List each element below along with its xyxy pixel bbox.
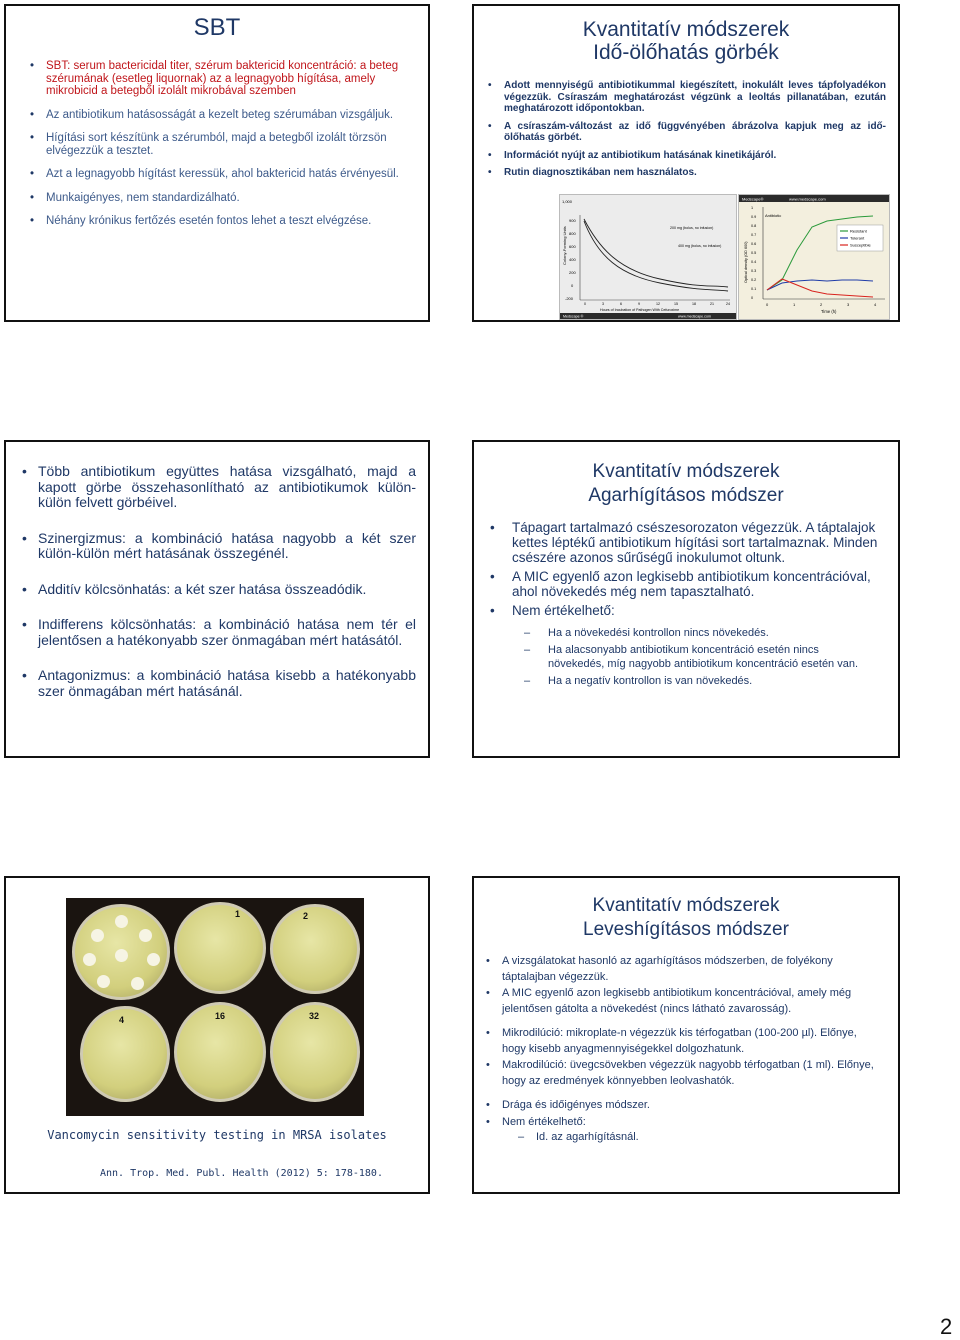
antibiotic-disk bbox=[147, 953, 160, 966]
legend-label: Tolerant bbox=[850, 235, 865, 241]
list-item: • A MIC egyenlő azon legkisebb antibiotikum koncentrációval, ahol növekedés még nem tapasztalható. bbox=[490, 569, 871, 599]
slide-title bbox=[474, 894, 898, 942]
list-item: • A MIC egyenlő azon legkisebb antibiotikum koncentrációval, amely még jelentősen gátolta a növekedést (nincs látható zavarosság). bbox=[486, 987, 852, 1015]
list-item: • A csíraszám-változást az idő függvényében ábrázolva kapjuk meg az idő-ölőhatás görbét. bbox=[488, 120, 886, 143]
slide-broth-dilution bbox=[472, 876, 900, 1194]
bullet-list bbox=[486, 954, 878, 1147]
bullet-list bbox=[22, 464, 416, 719]
plate-label: 16 bbox=[215, 1011, 226, 1021]
y-tick: 0.9 bbox=[751, 215, 757, 219]
list-item: • Néhány krónikus fertőzés esetén fontos lehet a teszt elvégzése. bbox=[30, 215, 372, 227]
list-item: • Több antibiotikum együttes hatása vizsgálható, majd a kapott görbe összehasonlítható az antibiotikumok külön-külön felvett görbéivel. bbox=[22, 463, 416, 510]
y-tick: 600 bbox=[569, 244, 576, 249]
slide-title bbox=[474, 18, 898, 64]
page-number: 2 bbox=[940, 1314, 953, 1339]
footer-right: www.medscape.com bbox=[678, 314, 711, 319]
slide-agar-dilution bbox=[472, 440, 900, 758]
list-item-text: A vizsgálatokat hasonló az agarhígításos módszerben, de folyékony táptalajban végezzük. bbox=[502, 955, 833, 983]
x-tick: 9 bbox=[638, 302, 640, 306]
list-item-text: Néhány krónikus fertőzés esetén fontos lehet a teszt elvégzése. bbox=[46, 215, 372, 227]
list-item-text: Drága és időigényes módszer. bbox=[502, 1099, 650, 1111]
x-tick: 12 bbox=[656, 302, 660, 306]
x-tick: 3 bbox=[602, 302, 604, 306]
list-item-text: Több antibiotikum együttes hatása vizsgálható, majd a kapott görbe összehasonlítható az antibiotikumok külön-külön felvett görbéivel. bbox=[38, 463, 416, 510]
y-tick: 800 bbox=[569, 231, 576, 236]
petri-dish bbox=[270, 1002, 360, 1102]
y-tick: 0.8 bbox=[751, 224, 757, 228]
list-item: • Drága és időigényes módszer. bbox=[486, 1099, 650, 1111]
time-kill-chart-od bbox=[738, 194, 890, 320]
chart-svg bbox=[739, 195, 889, 319]
list-item: • Mikrodilúció: mikroplate-n végezzük kis térfogatban (100-200 µl). Előnye, hogy kisebb anyagmennyiségekkel dolgozhatunk. bbox=[486, 1027, 857, 1055]
list-item-text: Additív kölcsönhatás: a két szer hatása összeadódik. bbox=[38, 580, 367, 597]
bullet-list bbox=[488, 80, 886, 185]
list-item-text: A csíraszám-változást az idő függvényében ábrázolva kapjuk meg az idő-ölőhatás görbét. bbox=[504, 120, 886, 143]
sub-list-item: – Ha alacsonyabb antibiotikum koncentráció esetén nincs növekedés, míg nagyobb antibiotikum koncentráció esetén van. bbox=[524, 643, 859, 670]
x-ticks bbox=[766, 302, 877, 307]
x-axis-label: Hours of Incubation of Pathogen With Cefuroxime bbox=[600, 308, 680, 312]
x-tick: 3 bbox=[847, 302, 850, 307]
petri-dish bbox=[174, 902, 266, 994]
y-tick: 0.7 bbox=[751, 233, 757, 237]
list-item: • Szinergizmus: a kombináció hatása nagyobb a két szer külön-külön mért hatásának összegénél. bbox=[22, 529, 416, 561]
list-item-text: Azt a legnagyobb hígítást keressük, ahol baktericid hatás érvényesül. bbox=[46, 168, 399, 180]
y-tick: 0.3 bbox=[751, 269, 757, 273]
x-ticks bbox=[584, 302, 730, 306]
petri-dish bbox=[174, 1002, 266, 1102]
antibiotic-disk bbox=[115, 915, 128, 928]
list-item: • Indifferens kölcsönhatás: a kombináció hatása nem tér el jelentősen a hatékonyabb szer önmagában mért hatásától. bbox=[22, 616, 416, 648]
x-tick: 18 bbox=[692, 302, 696, 306]
y-tick: 1 bbox=[751, 206, 754, 210]
sbt-definition: : serum bactericidal titer, szérum baktericid koncentráció: a beteg szérumának (esetleg liquornak) az a legnagyobb hígítása, amely mikrobicid a betegből izolált mikrobával szemben bbox=[46, 60, 399, 97]
list-item: • Hígítási sort készítünk a szérumból, majd a betegből izolált törzsön elvégezzük a tesztet. bbox=[30, 132, 387, 157]
chart-svg bbox=[560, 195, 736, 319]
x-tick: 15 bbox=[674, 302, 678, 306]
legend-label: Susceptible bbox=[850, 242, 871, 248]
title-line: Idő-ölőhatás görbék bbox=[593, 41, 779, 64]
antibiotic-disk bbox=[91, 929, 104, 942]
sub-list-item: – Ha a növekedési kontrollon nincs növekedés. bbox=[524, 627, 769, 639]
list-item-text: A MIC egyenlő azon legkisebb antibiotikum koncentrációval, ahol növekedés még nem tapasztalható. bbox=[512, 569, 871, 599]
antibiotic-disk bbox=[131, 977, 144, 990]
footer-left: Medscape ® bbox=[563, 314, 584, 319]
header-right: www.medscape.com bbox=[789, 196, 826, 202]
slide-vancomycin-photo bbox=[4, 876, 430, 1194]
petri-dish bbox=[72, 904, 170, 1000]
list-item: • Azt a legnagyobb hígítást keressük, ahol baktericid hatás érvényesül. bbox=[30, 168, 399, 180]
list-item: • A vizsgálatokat hasonló az agarhígításos módszerben, de folyékony táptalajban végezzük. bbox=[486, 955, 833, 983]
list-item: • Tápagart tartalmazó csészesorozaton végezzük. A táptalajok kettes léptékű antibiotikum hígítási sort tartalmaznak. Minden csészére azonos sűrűségű inokulumot oltunk. bbox=[490, 520, 878, 565]
list-item: • Az antibiotikum hatásosságát a kezelt beteg szérumában vizsgáljuk. bbox=[30, 108, 394, 121]
list-item-text: Szinergizmus: a kombináció hatása nagyobb a két szer külön-külön mért hatásának összegénél. bbox=[38, 529, 416, 561]
list-item: • Információt nyújt az antibiotikum hatásának kinetikájáról. bbox=[488, 149, 777, 161]
list-item: • Adott mennyiségű antibiotikummal kiegészített, inokulált leves tápfolyadékon végezzük. Csíraszám meghatározást végzünk a leoltás pillanatában, ezután meghatározott időpontokban. bbox=[488, 80, 886, 114]
title-line: Leveshígításos módszer bbox=[583, 919, 789, 940]
list-item-text: Munkaigényes, nem standardizálható. bbox=[46, 191, 240, 204]
list-item: • SBT: serum bactericidal titer, szérum baktericid koncentráció: a beteg szérumának (esetleg liquornak) az a legnagyobb hígítása, amely mikrobicid a betegből izolált mikrobával szemben bbox=[30, 60, 399, 97]
x-axis-label: Time (h) bbox=[821, 309, 837, 314]
list-item-text: Makrodilúció: üvegcsövekben végezzük nagyobb térfogatban (1 ml). Előnye, hogy az eredmények könnyebben leolvashatók. bbox=[502, 1059, 874, 1087]
y-tick: 400 bbox=[569, 257, 576, 262]
y-tick: 0.6 bbox=[751, 242, 757, 246]
list-item: • Munkaigényes, nem standardizálható. bbox=[30, 191, 240, 204]
y-tick: 0 bbox=[751, 296, 754, 300]
photo-source: Ann. Trop. Med. Publ. Health (2012) 5: 178-180. bbox=[100, 1168, 383, 1179]
slide-time-kill bbox=[472, 4, 900, 322]
list-item-text: Rutin diagnosztikában nem használatos. bbox=[504, 167, 697, 178]
list-item-text: Információt nyújt az antibiotikum hatásának kinetikájáról. bbox=[504, 149, 777, 161]
list-item: • Rutin diagnosztikában nem használatos. bbox=[488, 167, 697, 178]
list-item: • Additív kölcsönhatás: a két szer hatása összeadódik. bbox=[22, 580, 367, 597]
bullet-list bbox=[30, 60, 408, 239]
list-item-text: Ha alacsonyabb antibiotikum koncentráció esetén nincs növekedés, míg nagyobb antibiotikum koncentráció esetén van. bbox=[548, 643, 859, 670]
sbt-term: SBT bbox=[46, 60, 68, 72]
list-item: • Nem értékelhető: – Id. az agarhígításnál. bbox=[486, 1115, 878, 1146]
legend-200: 200 mg (bolus, no infusion) bbox=[670, 226, 714, 230]
list-item: • Makrodilúció: üvegcsövekben végezzük nagyobb térfogatban (1 ml). Előnye, hogy az eredmények könnyebben leolvashatók. bbox=[486, 1059, 874, 1087]
curve-400mg bbox=[584, 221, 728, 291]
list-item-text: Id. az agarhígításnál. bbox=[536, 1131, 639, 1143]
sub-list-item: – Id. az agarhígításnál. bbox=[518, 1131, 639, 1143]
antibiotic-disk bbox=[139, 929, 152, 942]
list-item-text: A MIC egyenlő azon legkisebb antibiotikum koncentrációval, amely még jelentősen gátolta a növekedést (nincs látható zavarosság). bbox=[502, 987, 852, 1015]
series-tolerant bbox=[767, 280, 873, 290]
list-item-text: Indifferens kölcsönhatás: a kombináció hatása nem tér el jelentősen a hatékonyabb szer önmagában mért hatásától. bbox=[38, 616, 416, 648]
list-item-text: Ha a növekedési kontrollon nincs növekedés. bbox=[548, 627, 769, 639]
petri-dish bbox=[270, 904, 360, 994]
list-item-text: Tápagart tartalmazó csészesorozaton végezzük. A táptalajok kettes léptékű antibiotikum hígítási sort tartalmaznak. Minden csészére azonos sűrűségű inokulumot oltunk. bbox=[512, 520, 878, 565]
list-item-text: Mikrodilúció: mikroplate-n végezzük kis térfogatban (100-200 µl). Előnye, hogy kisebb anyagmennyiségekkel dolgozhatunk. bbox=[502, 1027, 857, 1055]
antibiotic-disk bbox=[97, 975, 110, 988]
x-tick: 6 bbox=[620, 302, 622, 306]
plate-label: 2 bbox=[303, 911, 309, 921]
slide-combinations bbox=[4, 440, 430, 758]
petri-dish-photo bbox=[66, 898, 364, 1116]
list-item-text: Adott mennyiségű antibiotikummal kiegészített, inokulált leves tápfolyadékon végezzük. Csíraszám meghatározást végzünk a leoltás pillanatában, ezután meghatározott időpontokban. bbox=[504, 80, 886, 114]
list-item-text: Nem értékelhető: bbox=[502, 1115, 586, 1128]
list-item: • Nem értékelhető: – Ha a növekedési kontrollon nincs növekedés. – Ha alacsonyabb antibiotikum koncentráció esetén nincs növekedés, míg nagyobb antibiotikum koncentráció esetén van. – Ha a negatív kontrollon is van növekedés. bbox=[490, 603, 878, 688]
y-tick: 200 bbox=[569, 270, 576, 275]
header-left: Medscape® bbox=[742, 196, 764, 202]
list-item-text: Ha a negatív kontrollon is van növekedés. bbox=[548, 674, 753, 687]
list-item-text: Az antibiotikum hatásosságát a kezelt beteg szérumában vizsgáljuk. bbox=[46, 108, 394, 121]
plate-label: 4 bbox=[119, 1015, 125, 1025]
y-ticks bbox=[751, 206, 756, 300]
title-line: Kvantitatív módszerek bbox=[582, 18, 790, 41]
sub-bullet-list bbox=[502, 1130, 878, 1146]
plate-label: 32 bbox=[309, 1011, 320, 1021]
x-tick: 1 bbox=[793, 302, 796, 307]
list-item-text: Nem értékelhető: bbox=[512, 603, 615, 618]
photo-caption: Vancomycin sensitivity testing in MRSA isolates bbox=[47, 1128, 387, 1142]
y-axis-label: Optical density (OD 600) bbox=[744, 241, 748, 283]
slide-sbt bbox=[4, 4, 430, 322]
y-axis-label: Colony-Forming Units bbox=[562, 226, 567, 265]
time-kill-chart-cfu bbox=[559, 194, 737, 320]
sub-bullet-list bbox=[512, 626, 878, 688]
x-tick: 0 bbox=[766, 302, 769, 307]
y-tick: 1,000 bbox=[562, 199, 573, 204]
plate-label: 1 bbox=[235, 909, 241, 919]
antibiotic-disk bbox=[83, 953, 96, 966]
list-item-text: Antagonizmus: a kombináció hatása kisebb a hatékonyabb szer önmagában mért hatásánál. bbox=[38, 667, 416, 699]
list-item-text: Hígítási sort készítünk a szérumból, majd a betegből izolált törzsön elvégezzük a tesztet. bbox=[46, 132, 387, 157]
series-susceptible bbox=[767, 279, 873, 297]
legend-400: 400 mg (bolus, no infusion) bbox=[678, 244, 722, 248]
y-tick: 0 bbox=[571, 283, 574, 288]
title-line: Kvantitatív módszerek bbox=[592, 461, 780, 482]
y-tick: 0.1 bbox=[751, 287, 757, 291]
y-tick: 0.2 bbox=[751, 278, 757, 282]
y-tick: 0.4 bbox=[751, 260, 757, 264]
x-tick: 24 bbox=[726, 302, 730, 306]
x-tick: 2 bbox=[820, 302, 823, 307]
y-tick: -200 bbox=[565, 296, 574, 301]
y-tick: 0.5 bbox=[751, 251, 757, 255]
x-tick: 21 bbox=[710, 302, 714, 306]
title-line: Agarhígításos módszer bbox=[588, 485, 784, 506]
x-tick: 4 bbox=[874, 302, 877, 307]
petri-dish bbox=[80, 1006, 170, 1102]
annotation: Antibiotic bbox=[765, 213, 782, 218]
title-line: Kvantitatív módszerek bbox=[592, 895, 780, 916]
slide-title: SBT bbox=[193, 14, 241, 41]
legend-label: Resistant bbox=[850, 228, 867, 234]
antibiotic-disk bbox=[115, 949, 128, 962]
sub-list-item: – Ha a negatív kontrollon is van növekedés. bbox=[524, 674, 753, 687]
slide-title bbox=[474, 460, 898, 508]
list-item: • Antagonizmus: a kombináció hatása kisebb a hatékonyabb szer önmagában mért hatásánál. bbox=[22, 667, 416, 699]
y-tick: 900 bbox=[569, 218, 576, 223]
bullet-list bbox=[490, 520, 878, 692]
x-tick: 0 bbox=[584, 302, 586, 306]
